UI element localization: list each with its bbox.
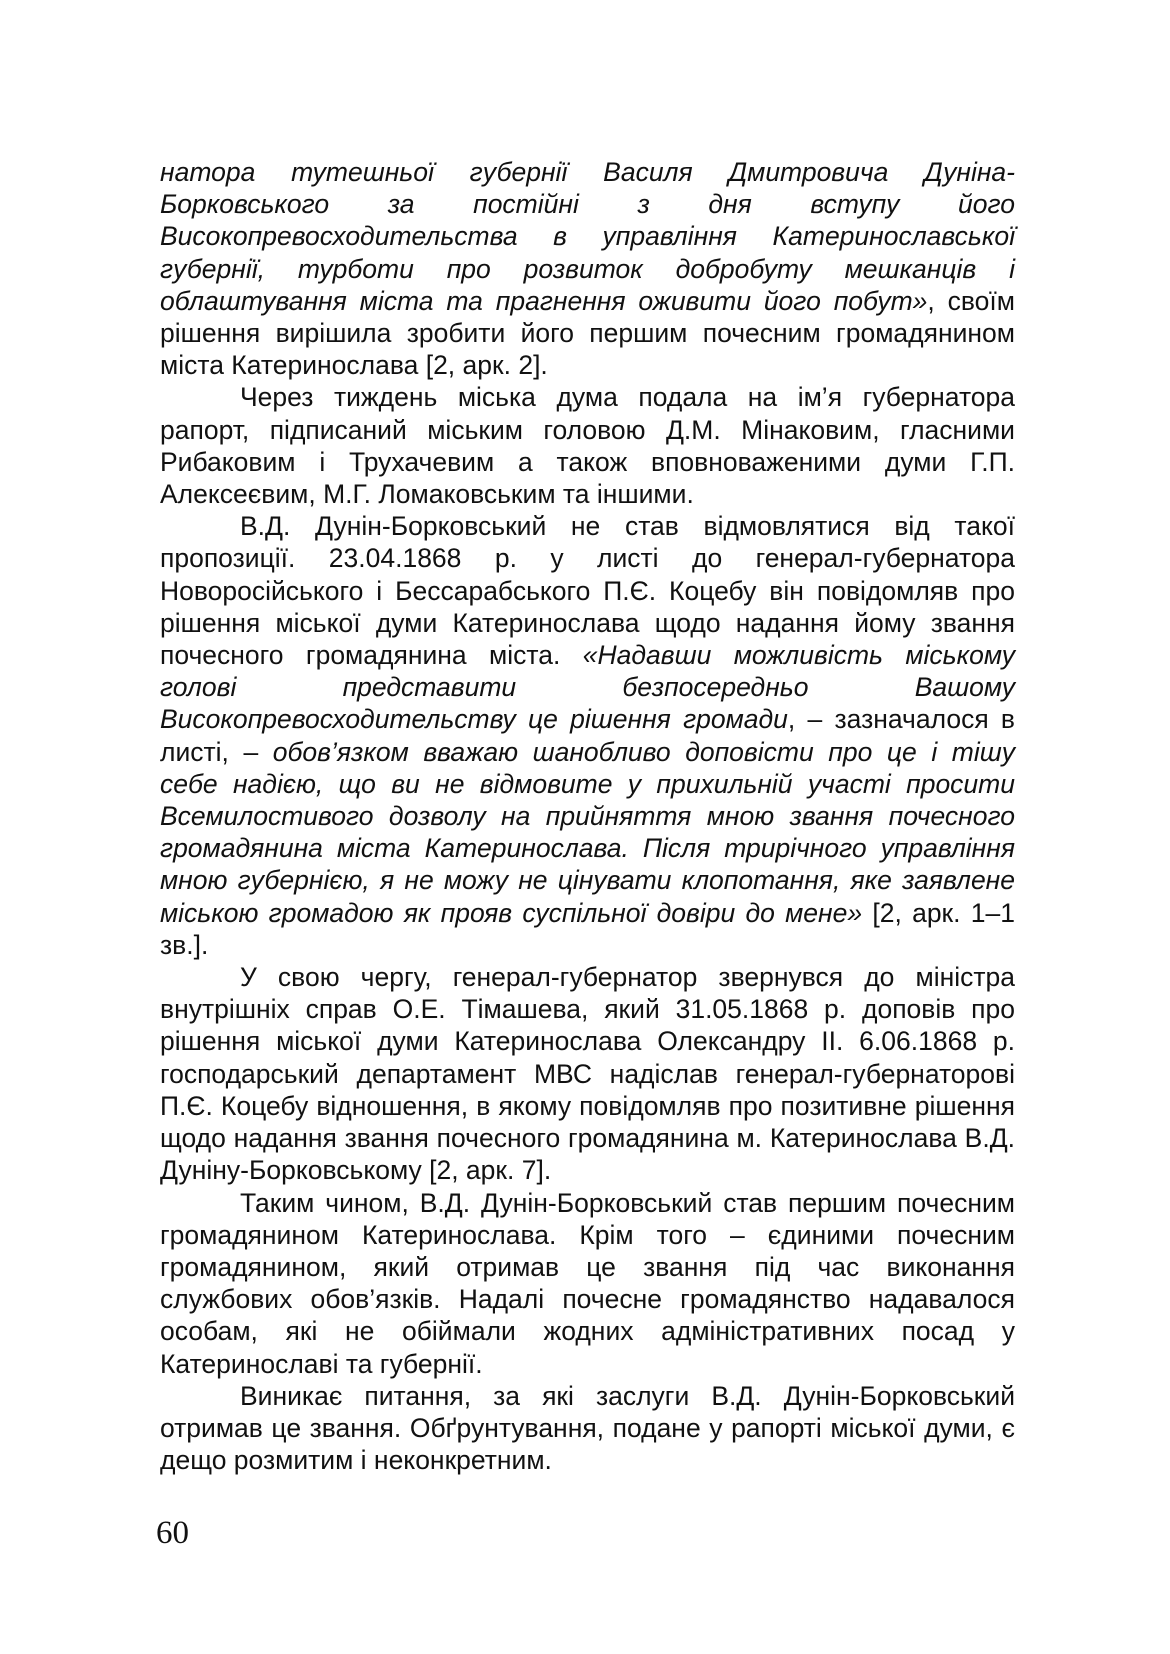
text-italic: натора тутешньої губернії Василя Дмитровича Дуніна-Борковського за постійні з дня вступу його Високопревосходительства в управління Катеринославської губернії, турботи про розвиток добробуту мешканців і облаштування міста та прагнення оживити його побут» — [160, 157, 1015, 316]
text-regular: Виникає питання, за які заслуги В.Д. Дунін-Борковський отримав це звання. Обґрунтування, подане у рапорті міської думи, є дещо розмитим і неконкретним. — [160, 1380, 1015, 1476]
page-body — [160, 156, 1015, 1476]
text-regular: У свою чергу, генерал-губернатор звернувся до міністра внутрішніх справ О.Е. Тімашева, який 31.05.1868 р. доповів про рішення міської думи Катеринослава Олександру ІІ. 6.06.1868 р. господарський департамент МВС надіслав генерал-губернаторові П.Є. Коцебу відношення, в якому повідомляв про позитивне рішення щодо надання звання почесного громадянина м. Катеринослава В.Д. Дуніну-Борковському [2, арк. 7]. — [160, 962, 1015, 1186]
text-regular: , – зазначалося в листі, – — [160, 704, 1015, 767]
paragraph-5 — [160, 1187, 1015, 1380]
paragraph-2 — [160, 381, 1015, 510]
text-italic: обов’язком вважаю шанобливо доповісти про це і тішу себе надією, що ви не відмовите у прихильній участі просити Всемилостивого дозволу на прийняття мною звання почесного громадянина міста Катеринослава. Після трирічного управління мною губернією, я не можу не цінувати клопотання, яке заявлене міською громадою як прояв суспільної довіри до мене» — [160, 736, 1015, 928]
paragraph-1 — [160, 156, 1015, 381]
text-regular: [2, арк. 1–1 зв.]. — [160, 897, 1015, 960]
paragraph-6 — [160, 1380, 1015, 1477]
text-regular: Таким чином, В.Д. Дунін-Борковський став першим почесним громадянином Катеринослава. Крім того – єдиними почесним громадянином, який отримав це звання під час виконання службових обов’язків. Надалі почесне громадянство надавалося особам, які не обіймали жодних адміністративних посад у Катеринославі та губернії. — [160, 1187, 1015, 1379]
page-number: 60 — [156, 1515, 189, 1551]
paragraph-3 — [160, 510, 1015, 961]
text-italic: «Надавши можливість міському голові представити безпосередньо Вашому Високопревосходительству це рішення громади — [160, 640, 1015, 735]
text-regular: , своїм рішення вирішила зробити його першим почесним громадянином міста Катеринослава [2, арк. 2]. — [160, 285, 1016, 381]
text-regular: В.Д. Дунін-Борковський не став відмовлятися від такої пропозиції. 23.04.1868 р. у листі до генерал-губернатора Новоросійського і Бессарабського П.Є. Коцебу він повідомляв про рішення міської думи Катеринослава щодо надання йому звання почесного громадянина міста. — [160, 511, 1015, 671]
text-regular: Через тиждень міська дума подала на ім’я губернатора рапорт, підписаний міським головою Д.М. Мінаковим, гласними Рибаковим і Трухачевим а також вповноваженими думи Г.П. Алексеєвим, М.Г. Ломаковським та іншими. — [160, 382, 1015, 510]
paragraph-4 — [160, 961, 1015, 1186]
